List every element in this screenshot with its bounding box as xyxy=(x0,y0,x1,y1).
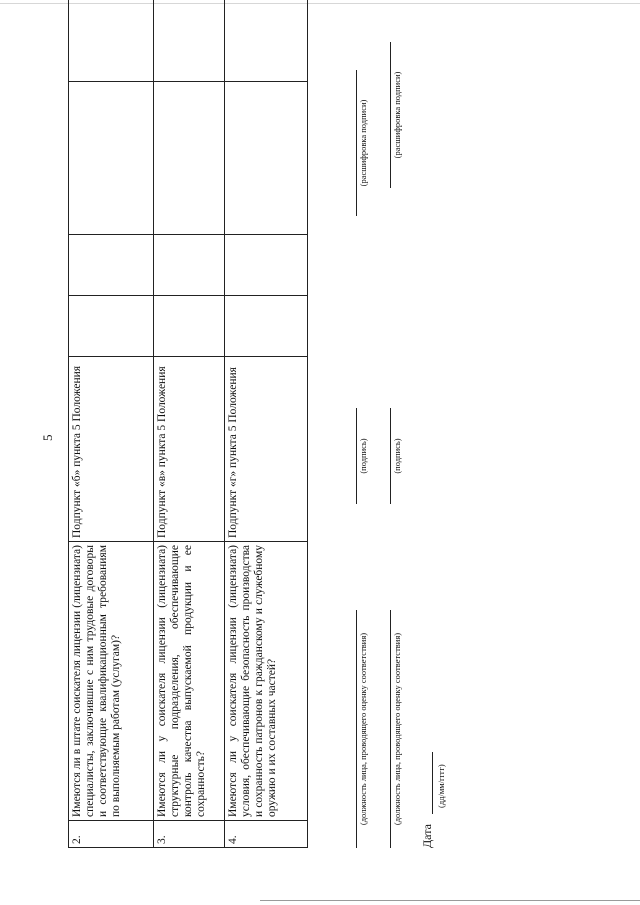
row-reference: Подпункт «в» пункта 5 Положения xyxy=(154,357,225,542)
empty-cell xyxy=(154,82,225,235)
empty-cell xyxy=(154,235,225,296)
empty-cell xyxy=(69,0,154,82)
position-field-2 xyxy=(390,610,402,848)
date-format-caption: (дд/мм/гггг) xyxy=(436,764,446,808)
position-caption: (должность лица, проводящего оценку соответствия) xyxy=(358,632,368,826)
date-line xyxy=(432,752,433,814)
signature-field-2 xyxy=(390,408,402,504)
signature-field-1 xyxy=(356,408,368,504)
table-row xyxy=(154,0,225,848)
row-question: Имеются ли в штате соискателя лицензии (лицензиата) специалисты, заключившие с ним трудовые договоры и соответствующие квалификационным требованиям по выполняемым работам (услугам)? xyxy=(69,542,154,821)
decoding-caption: (расшифровка подписи) xyxy=(358,99,368,187)
row-number: 4. xyxy=(225,821,308,848)
row-question: Имеются ли у соискателя лицензии (лицензиата) структурные подразделения, обеспечивающие контроль качества выпускаемой продукции и ее сохранность? xyxy=(154,542,225,821)
empty-cell xyxy=(69,235,154,296)
table-row xyxy=(69,0,154,848)
empty-cell xyxy=(225,0,308,82)
empty-cell xyxy=(69,296,154,357)
empty-cell xyxy=(225,235,308,296)
scan-edge-bottom xyxy=(260,900,640,901)
row-number: 3. xyxy=(154,821,225,848)
signature-caption: (подпись) xyxy=(392,438,402,474)
rotated-page-content xyxy=(68,0,460,848)
table-row xyxy=(225,0,308,848)
date-label: Дата xyxy=(420,824,434,848)
row-question: Имеются ли у соискателя лицензии (лицензиата) условия, обеспечивающие безопасность производства и сохранность патронов к гражданскому и служебному оружию и их составных частей? xyxy=(225,542,308,821)
empty-cell xyxy=(225,296,308,357)
decoding-caption: (расшифровка подписи) xyxy=(392,71,402,159)
decoding-field-2 xyxy=(390,42,402,188)
position-caption: (должность лица, проводящего оценку соответствия) xyxy=(392,632,402,826)
criteria-table xyxy=(68,0,308,848)
empty-cell xyxy=(69,82,154,235)
position-field-1 xyxy=(356,610,368,848)
empty-cell xyxy=(154,296,225,357)
row-reference: Подпункт «г» пункта 5 Положения xyxy=(225,357,308,542)
signature-caption: (подпись) xyxy=(358,438,368,474)
row-number: 2. xyxy=(69,821,154,848)
empty-cell xyxy=(225,82,308,235)
page-number: 5 xyxy=(40,434,55,441)
row-reference: Подпункт «б» пункта 5 Положения xyxy=(69,357,154,542)
empty-cell xyxy=(154,0,225,82)
decoding-field-1 xyxy=(356,70,368,216)
